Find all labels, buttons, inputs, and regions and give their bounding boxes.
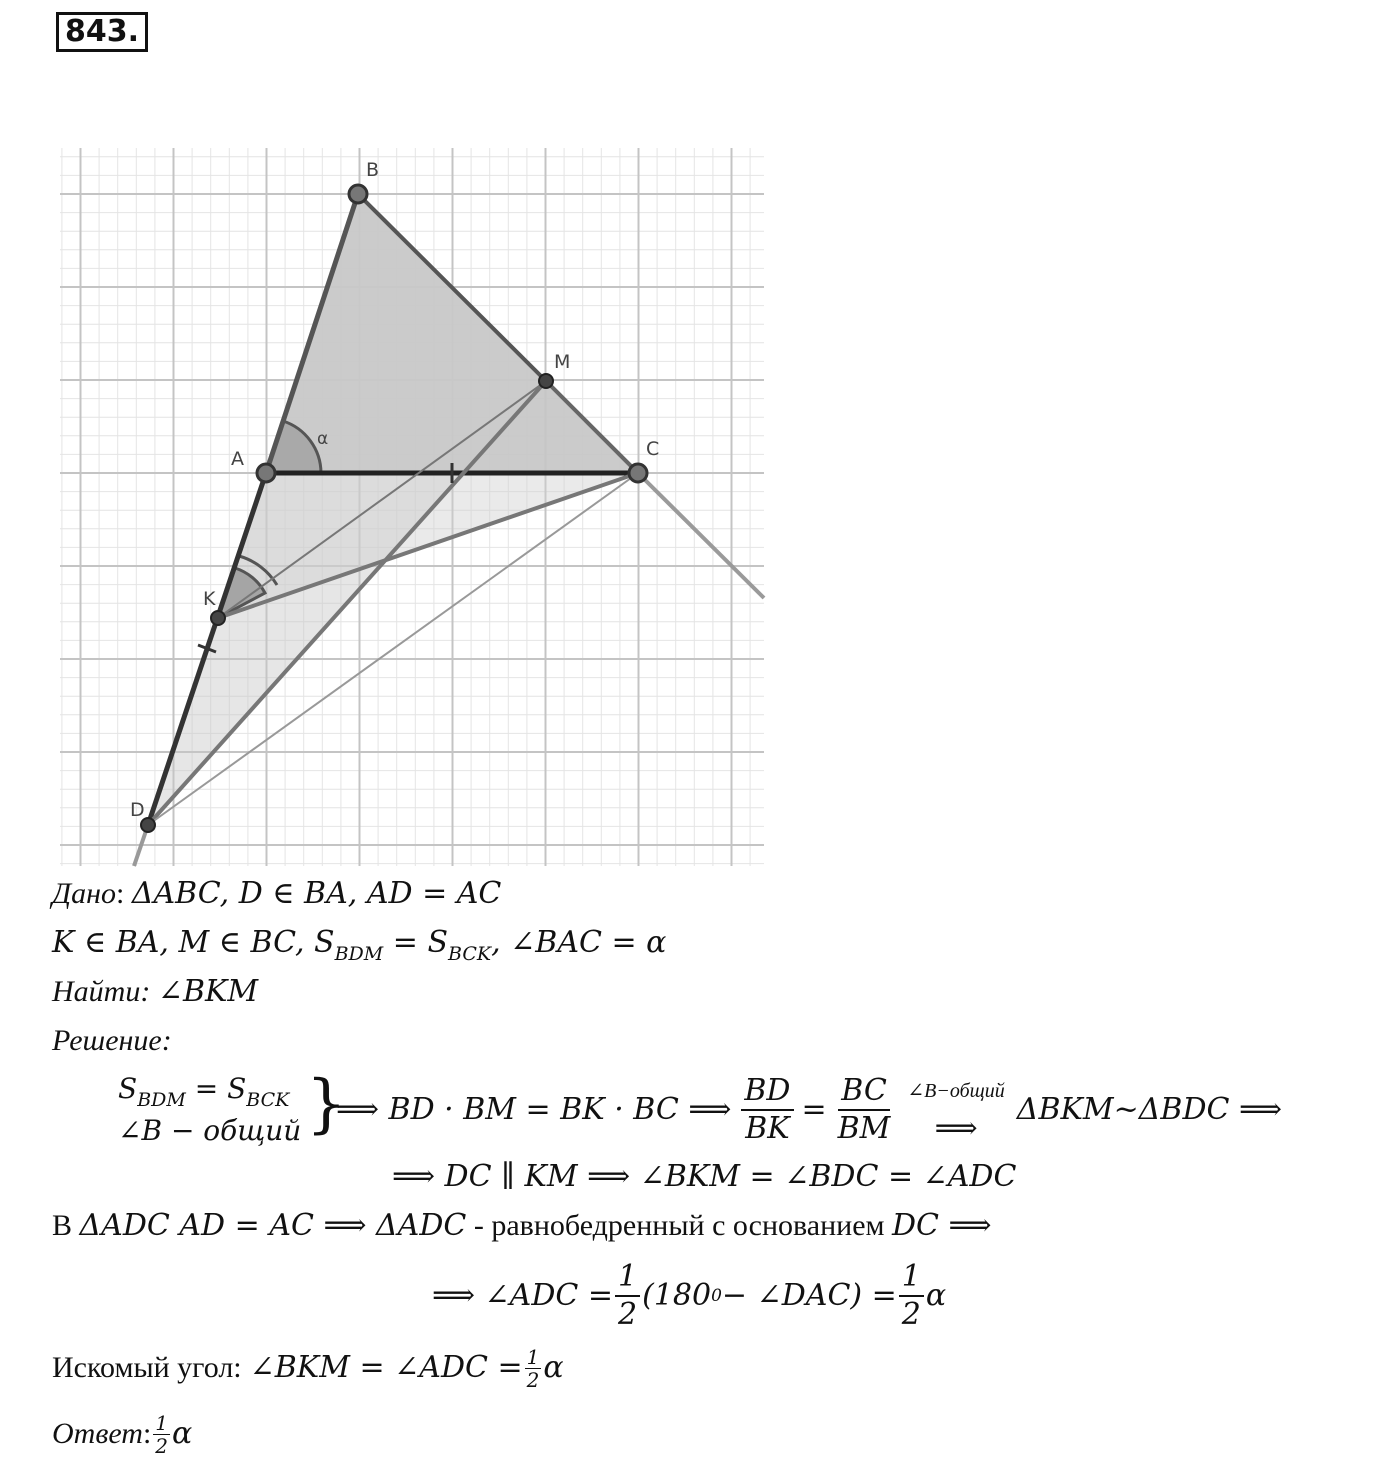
label-a: A [231, 448, 244, 470]
answer-line: Ответ : 1 2 α [52, 1410, 193, 1458]
point-c [629, 464, 647, 482]
solution-line-d: ⟹ ∠ADC = $\frac{1}{2}$ (180 0 − ∠DAC) = $\frac{1}{2}$ α [432, 1259, 947, 1332]
label-b: B [366, 159, 380, 181]
label-m: M [554, 351, 571, 373]
solution-label: Решение: [52, 1024, 172, 1057]
system-line-2: ∠B − общий [118, 1114, 302, 1147]
label-d: D [130, 799, 145, 821]
point-a [257, 464, 275, 482]
system-line-1: $S_{BDM} = S_{BCK}$ [118, 1072, 290, 1111]
triangle-bck-fill [218, 194, 638, 618]
label-k: K [203, 588, 216, 610]
solution-line-b: ⟹ DC ∥ KM ⟹ ∠BKM = ∠BDC = ∠ADC [392, 1159, 1017, 1194]
result-line: Искомый угол: ∠BKM = ∠ADC = $\frac{1}{2}$ α [52, 1344, 564, 1392]
find-line: Найти: ∠BKM [52, 974, 259, 1009]
system-brace: } [306, 1067, 347, 1141]
label-c: C [646, 438, 660, 460]
point-m [539, 374, 553, 388]
given-line-1: Дано: ΔABC, D ∈ BA, AD = AC [52, 876, 502, 911]
point-b [349, 185, 367, 203]
solution-line-c: В ΔADC AD = AC ⟹ ΔADC - равнобедренный с основанием DC ⟹ [52, 1208, 992, 1243]
problem-number: 843. [56, 12, 148, 52]
label-alpha: α [317, 429, 329, 449]
given-line-2: K ∈ BA, M ∈ BC, $S_{BDM} = S_{BCK}$, ∠BAC = α [52, 925, 667, 965]
solution-chain-1: ⟹ BD · BM = BK · BC ⟹ $\frac{BD}{BK}$ = $\frac{BC}{BM}$ ∠B−общий ⟹ ΔBKM~ΔBDC ⟹ [336, 1073, 1283, 1146]
point-k [211, 611, 225, 625]
